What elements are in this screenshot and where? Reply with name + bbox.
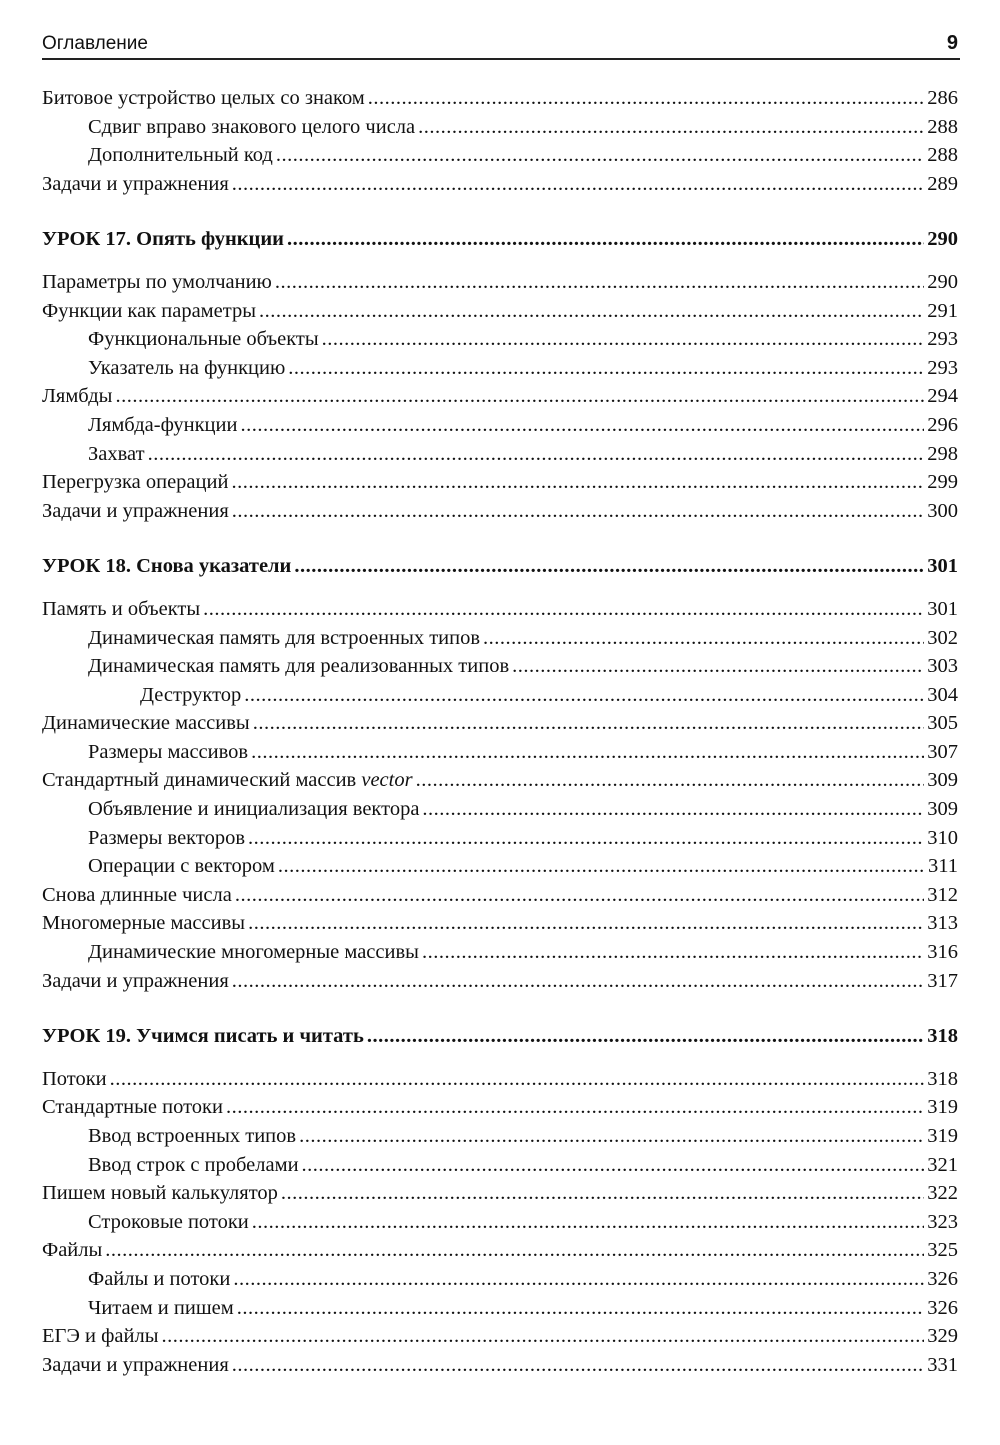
dot-leader bbox=[232, 170, 924, 199]
toc-entry bbox=[42, 1179, 958, 1208]
toc-entry bbox=[42, 681, 958, 710]
toc-entry bbox=[42, 595, 958, 624]
toc-entry-title-text: Размеры векторов bbox=[88, 826, 245, 849]
toc-entry-title bbox=[88, 1208, 249, 1237]
toc-entry-page-number: 325 bbox=[927, 1239, 958, 1262]
toc-entry-page-number: 303 bbox=[927, 655, 958, 678]
toc-entry-page-number: 321 bbox=[927, 1153, 958, 1176]
toc-chapter-entry bbox=[42, 552, 958, 581]
toc-entry bbox=[42, 1351, 958, 1380]
toc-entry-title bbox=[42, 297, 256, 326]
toc-entry-title bbox=[88, 1122, 296, 1151]
toc-entry-title-text: Задачи и упражнения bbox=[42, 969, 229, 992]
dot-leader bbox=[248, 824, 924, 853]
toc-entry-page-number: 300 bbox=[927, 499, 958, 522]
dot-leader bbox=[322, 325, 925, 354]
toc-entry-title-text: Размеры массивов bbox=[88, 740, 249, 763]
dot-leader bbox=[115, 382, 924, 411]
toc-entry bbox=[42, 624, 958, 653]
toc-entry bbox=[42, 325, 958, 354]
toc-entry bbox=[42, 1122, 958, 1151]
toc-entry-title bbox=[88, 141, 273, 170]
toc-entry bbox=[42, 84, 958, 113]
toc-entry-page-number: 301 bbox=[927, 597, 958, 620]
toc-entry bbox=[42, 1093, 958, 1122]
toc-entry bbox=[42, 141, 958, 170]
toc-entry bbox=[42, 497, 958, 526]
toc-entry-page-number: 311 bbox=[928, 855, 958, 878]
dot-leader bbox=[203, 595, 924, 624]
dot-leader bbox=[281, 1179, 924, 1208]
toc-entry-page-number: 318 bbox=[927, 1067, 958, 1090]
toc-entry bbox=[42, 113, 958, 142]
dot-leader bbox=[422, 795, 924, 824]
toc-entry-page-number: 298 bbox=[927, 442, 958, 465]
toc-entry-title-text: Битовое устройство целых со знаком bbox=[42, 87, 365, 109]
dot-leader bbox=[240, 411, 924, 440]
toc-entry-page-number: 317 bbox=[927, 969, 958, 992]
dot-leader bbox=[275, 268, 924, 297]
toc-entry-page-number: 296 bbox=[927, 413, 958, 436]
toc-entry-title-text: Указатель на функцию bbox=[88, 356, 286, 379]
toc-entry-title-text: Деструктор bbox=[140, 683, 242, 706]
dot-leader bbox=[302, 1151, 925, 1180]
toc-entry-title bbox=[88, 411, 237, 440]
dot-leader bbox=[226, 1093, 924, 1122]
toc-entry-title-text: Ввод встроенных типов bbox=[88, 1125, 297, 1147]
toc-entry-title bbox=[42, 1065, 107, 1094]
toc-entry-page-number: 313 bbox=[927, 912, 958, 935]
toc-entry-title-text: Лямбды bbox=[42, 385, 113, 408]
toc-entry bbox=[42, 1065, 958, 1094]
toc-entry-page-number: 293 bbox=[927, 356, 958, 379]
toc-entry-title bbox=[88, 1151, 299, 1180]
toc-entry bbox=[42, 382, 958, 411]
toc-entry bbox=[42, 1236, 958, 1265]
toc-entry-title bbox=[42, 552, 291, 581]
toc-entry-page-number: 329 bbox=[927, 1325, 958, 1348]
running-header bbox=[42, 30, 960, 60]
toc-entry bbox=[42, 709, 958, 738]
toc-entry-title bbox=[88, 738, 248, 767]
toc-entry-title bbox=[42, 1322, 158, 1351]
toc-entry-page-number: 323 bbox=[927, 1210, 958, 1233]
toc-entry bbox=[42, 468, 958, 497]
toc-entry-page-number: 307 bbox=[927, 740, 958, 763]
toc-entry-title bbox=[42, 595, 200, 624]
toc-entry-title bbox=[88, 652, 509, 681]
toc-entry-title-text: Снова длинные числа bbox=[42, 883, 232, 906]
toc-entry-title bbox=[42, 84, 365, 113]
toc-entry-title-text: Строковые потоки bbox=[88, 1210, 249, 1233]
toc-entry-title-text: Объявление и инициализация вектора bbox=[88, 798, 420, 821]
toc-entry-title-text: Задачи и упражнения bbox=[42, 1353, 229, 1376]
toc-entry bbox=[42, 795, 958, 824]
toc-entry-title-text: Стандартный динамический массив bbox=[42, 769, 362, 792]
toc-entry-title-text: УРОК 18. Снова указатели bbox=[42, 555, 292, 578]
toc-entry-title-text: Функции как параметры bbox=[42, 299, 256, 322]
toc-entry-title bbox=[42, 170, 229, 199]
toc-entry-title bbox=[88, 440, 145, 469]
toc-entry-page-number: 326 bbox=[927, 1296, 958, 1319]
toc-entry-title-text: Память и объекты bbox=[42, 597, 201, 620]
toc-entry bbox=[42, 938, 958, 967]
toc-chapter-entry bbox=[42, 225, 958, 254]
toc-entry bbox=[42, 440, 958, 469]
toc-entry-page-number: 318 bbox=[927, 1025, 958, 1048]
toc-entry-title-text: Динамическая память для встроенных типов bbox=[88, 626, 481, 649]
toc-entry bbox=[42, 766, 958, 795]
toc-entry-title-text: Задачи и упражнения bbox=[42, 499, 229, 522]
toc-entry-page-number: 288 bbox=[927, 115, 958, 138]
toc-entry-title bbox=[88, 325, 319, 354]
toc-entry-page-number: 312 bbox=[927, 883, 958, 906]
dot-leader bbox=[105, 1236, 924, 1265]
toc-entry-title bbox=[88, 852, 275, 881]
toc-entry-title-text: Динамические многомерные массивы bbox=[88, 941, 419, 964]
toc-entry bbox=[42, 411, 958, 440]
toc-entry bbox=[42, 1151, 958, 1180]
toc-entry-page-number: 293 bbox=[927, 328, 958, 351]
dot-leader bbox=[276, 141, 924, 170]
toc-entry-title-text: Стандартные потоки bbox=[42, 1096, 223, 1119]
toc-entry-page-number: 288 bbox=[927, 144, 958, 167]
dot-leader bbox=[416, 766, 925, 795]
dot-leader bbox=[288, 354, 924, 383]
toc-entry bbox=[42, 170, 958, 199]
toc-entry-title-text: Многомерные массивы bbox=[42, 912, 246, 935]
toc-entry-title bbox=[42, 909, 245, 938]
dot-leader bbox=[232, 497, 924, 526]
toc-entry-title bbox=[42, 881, 232, 910]
toc-entry bbox=[42, 1294, 958, 1323]
toc-entry-title bbox=[42, 709, 250, 738]
toc-entry-title bbox=[42, 382, 112, 411]
toc-entry-title-text: Перегрузка операций bbox=[42, 471, 229, 494]
dot-leader bbox=[512, 652, 924, 681]
toc-entry-page-number: 286 bbox=[927, 87, 958, 109]
dot-leader bbox=[483, 624, 924, 653]
toc-entry-page-number: 290 bbox=[927, 270, 958, 293]
toc-entry-title-text: Сдвиг вправо знакового целого числа bbox=[88, 115, 416, 138]
toc-entry bbox=[42, 967, 958, 996]
dot-leader bbox=[232, 967, 924, 996]
toc-entry-page-number: 290 bbox=[927, 228, 958, 251]
toc-entry-title-text: УРОК 17. Опять функции bbox=[42, 228, 284, 251]
toc-entry-title bbox=[88, 624, 480, 653]
table-of-contents bbox=[42, 84, 958, 1379]
dot-leader bbox=[232, 1351, 924, 1380]
toc-entry-title-text: Файлы и потоки bbox=[88, 1267, 231, 1290]
dot-leader bbox=[418, 113, 924, 142]
dot-leader bbox=[422, 938, 924, 967]
toc-entry-page-number: 301 bbox=[927, 555, 958, 578]
dot-leader bbox=[367, 1022, 924, 1051]
toc-entry-title bbox=[88, 1294, 234, 1323]
toc-entry-title bbox=[88, 354, 285, 383]
toc-entry-title bbox=[42, 1022, 364, 1051]
toc-entry-title-italic: vector bbox=[361, 769, 413, 792]
toc-entry-page-number: 305 bbox=[927, 712, 958, 735]
toc-entry-title bbox=[42, 766, 413, 795]
dot-leader bbox=[251, 738, 924, 767]
toc-entry-title bbox=[88, 824, 245, 853]
header-title: Оглавление bbox=[42, 33, 148, 54]
toc-entry-title bbox=[42, 1236, 102, 1265]
toc-entry-title bbox=[88, 795, 419, 824]
toc-entry-page-number: 291 bbox=[927, 299, 958, 322]
toc-entry-title-text: Ввод строк с пробелами bbox=[88, 1153, 299, 1176]
dot-leader bbox=[233, 1265, 924, 1294]
dot-leader bbox=[278, 852, 925, 881]
toc-entry-page-number: 316 bbox=[927, 941, 958, 964]
dot-leader bbox=[287, 225, 924, 254]
toc-entry-page-number: 304 bbox=[927, 683, 958, 706]
toc-entry-page-number: 319 bbox=[927, 1125, 958, 1147]
dot-leader bbox=[248, 909, 924, 938]
dot-leader bbox=[294, 552, 924, 581]
dot-leader bbox=[252, 1208, 924, 1237]
dot-leader bbox=[244, 681, 924, 710]
toc-entry-title bbox=[88, 113, 415, 142]
dot-leader bbox=[235, 881, 924, 910]
dot-leader bbox=[259, 297, 924, 326]
toc-entry-title-text: Динамическая память для реализованных типов bbox=[88, 655, 510, 678]
toc-entry bbox=[42, 881, 958, 910]
toc-entry-title-text: Лямбда-функции bbox=[88, 413, 238, 436]
toc-entry bbox=[42, 1322, 958, 1351]
dot-leader bbox=[299, 1122, 924, 1151]
header-page-number: 9 bbox=[946, 32, 958, 54]
toc-entry-title-text: Файлы bbox=[42, 1239, 103, 1262]
toc-entry-title bbox=[42, 967, 229, 996]
toc-entry bbox=[42, 354, 958, 383]
toc-entry bbox=[42, 824, 958, 853]
toc-entry bbox=[42, 852, 958, 881]
toc-entry-title-text: Задачи и упражнения bbox=[42, 172, 229, 195]
toc-entry bbox=[42, 652, 958, 681]
toc-entry-title-text: Параметры по умолчанию bbox=[42, 270, 272, 293]
toc-entry-page-number: 310 bbox=[927, 826, 958, 849]
toc-entry-title-text: УРОК 19. Учимся писать и читать bbox=[42, 1025, 364, 1048]
toc-entry-title-text: Потоки bbox=[42, 1067, 107, 1090]
dot-leader bbox=[237, 1294, 925, 1323]
toc-entry bbox=[42, 1208, 958, 1237]
toc-entry-title-text: Динамические массивы bbox=[42, 712, 250, 735]
dot-leader bbox=[161, 1322, 924, 1351]
toc-entry bbox=[42, 1265, 958, 1294]
toc-entry bbox=[42, 909, 958, 938]
dot-leader bbox=[148, 440, 925, 469]
dot-leader bbox=[110, 1065, 925, 1094]
toc-entry-title-text: Пишем новый калькулятор bbox=[42, 1182, 278, 1205]
toc-entry-page-number: 294 bbox=[927, 385, 958, 408]
toc-entry-title-text: ЕГЭ и файлы bbox=[42, 1325, 159, 1348]
toc-entry-title bbox=[88, 938, 419, 967]
toc-entry-title bbox=[88, 1265, 230, 1294]
toc-entry-title bbox=[42, 1179, 278, 1208]
toc-entry bbox=[42, 268, 958, 297]
toc-entry-page-number: 309 bbox=[927, 798, 958, 821]
toc-entry-title-text: Функциональные объекты bbox=[88, 328, 319, 351]
toc-entry-page-number: 299 bbox=[927, 471, 958, 494]
toc-entry-page-number: 302 bbox=[927, 626, 958, 649]
toc-entry-page-number: 289 bbox=[927, 172, 958, 195]
toc-entry-title bbox=[42, 268, 272, 297]
toc-entry-title bbox=[42, 497, 229, 526]
toc-entry-title-text: Захват bbox=[88, 442, 145, 465]
toc-entry-page-number: 309 bbox=[927, 769, 958, 792]
toc-entry-title bbox=[42, 1093, 223, 1122]
toc-entry-title-text: Читаем и пишем bbox=[88, 1296, 234, 1319]
toc-entry-title bbox=[140, 681, 241, 710]
toc-entry-title-text: Дополнительный код bbox=[88, 144, 273, 167]
toc-entry bbox=[42, 297, 958, 326]
toc-entry-page-number: 331 bbox=[927, 1353, 958, 1376]
toc-entry bbox=[42, 738, 958, 767]
toc-entry-page-number: 322 bbox=[927, 1182, 958, 1205]
toc-entry-page-number: 326 bbox=[927, 1267, 958, 1290]
toc-entry-page-number: 319 bbox=[927, 1096, 958, 1119]
dot-leader bbox=[368, 84, 924, 113]
toc-entry-title bbox=[42, 1351, 229, 1380]
dot-leader bbox=[253, 709, 925, 738]
toc-entry-title bbox=[42, 225, 284, 254]
toc-entry-title bbox=[42, 468, 228, 497]
dot-leader bbox=[231, 468, 924, 497]
toc-chapter-entry bbox=[42, 1022, 958, 1051]
toc-entry-title-text: Операции с вектором bbox=[88, 855, 275, 878]
